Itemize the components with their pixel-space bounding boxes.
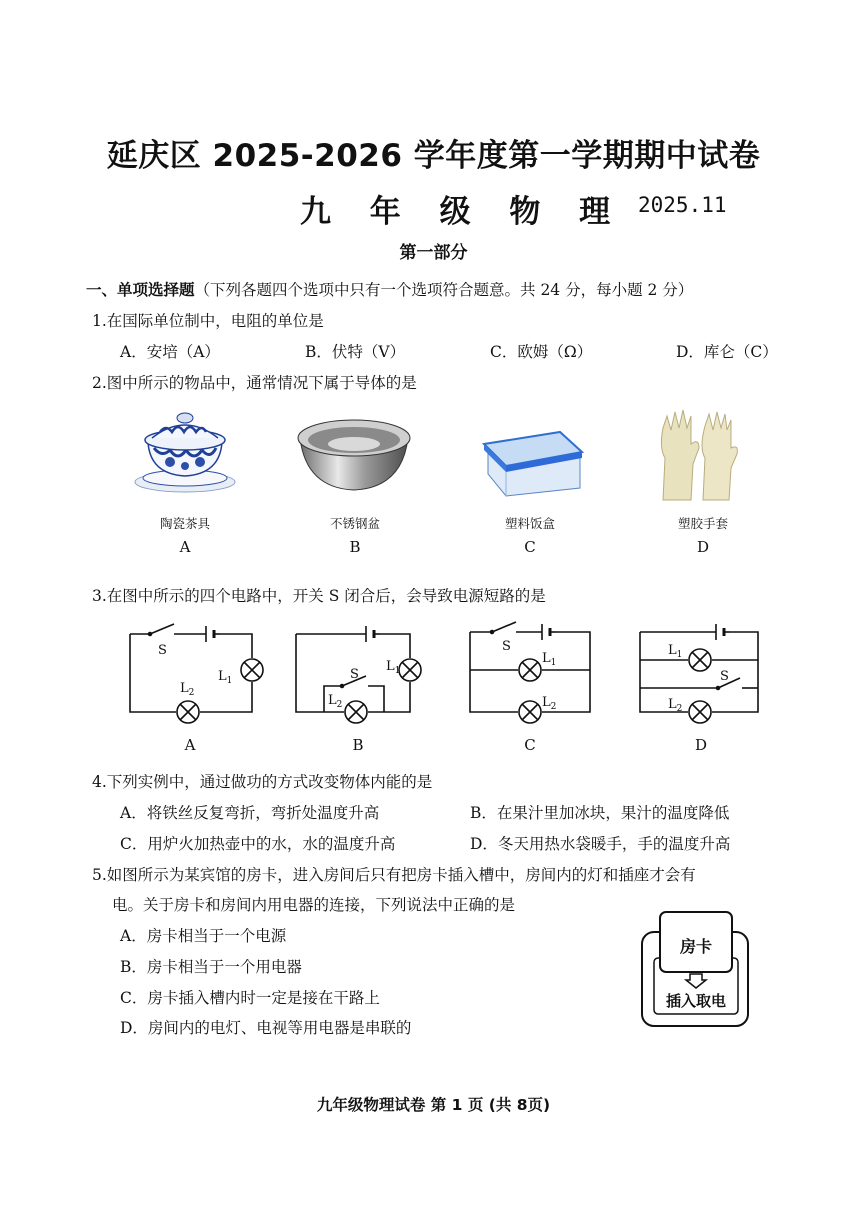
circuit-a-l2-subscript: 2 (188, 688, 195, 698)
circuit-c-l1-subscript: 1 (550, 658, 557, 668)
question-4-stem: 4.下列实例中，通过做功的方式改变物体内能的是 (92, 773, 433, 791)
question-3-stem: 3.在图中所示的四个电路中，开关 S 闭合后，会导致电源短路的是 (92, 587, 546, 605)
q4-option-c[interactable]: C．用炉火加热壶中的水，水的温度升高 (120, 835, 396, 853)
circuit-a-l2-label (180, 681, 194, 698)
q5-option-a[interactable]: A．房卡相当于一个电源 (120, 927, 287, 945)
q2-caption-d: 塑胶手套 (677, 516, 728, 531)
q2-letter-c[interactable]: C (524, 538, 536, 556)
rubber-gloves-image (655, 408, 745, 504)
circuit-c-l2-label (542, 695, 556, 712)
room-card-label: 房卡 (679, 937, 713, 956)
q1-option-a[interactable]: A．安培（A） (120, 343, 220, 361)
circuit-d-l1-letter: L (668, 643, 677, 658)
circuit-a-l2-letter: L (180, 681, 189, 696)
circuit-b-l1-subscript: 1 (394, 666, 401, 676)
circuit-c-diagram (462, 620, 612, 720)
circuit-b-diagram (288, 620, 438, 720)
circuit-a-l1-label (218, 669, 232, 686)
plastic-lunch-box-image (476, 418, 586, 498)
circuit-b-l2-label (328, 693, 342, 710)
section-heading (86, 278, 693, 300)
circuit-d-l1-subscript: 1 (676, 650, 683, 660)
q2-caption-a: 陶瓷茶具 (159, 516, 210, 531)
room-card-slot-illustration (640, 910, 752, 1028)
q2-letter-a[interactable]: A (179, 538, 191, 556)
q2-caption-b: 不锈钢盆 (329, 516, 380, 531)
q3-letter-c[interactable]: C (524, 736, 536, 754)
exam-title: 延庆区 2025-2026 学年度第一学期期中试卷 (106, 138, 761, 174)
q3-letter-a[interactable]: A (184, 736, 196, 754)
question-5-stem-line1: 5.如图所示为某宾馆的房卡，进入房间后只有把房卡插入槽中，房间内的灯和插座才会有 (92, 866, 696, 884)
circuit-d-l2-subscript: 2 (676, 704, 683, 714)
circuit-d-diagram (632, 620, 782, 720)
section-label: 一、单项选择题 (86, 281, 195, 299)
q5-option-c[interactable]: C．房卡插入槽内时一定是接在干路上 (120, 989, 380, 1007)
circuit-d-l1-label (668, 643, 682, 660)
q1-option-c[interactable]: C．欧姆（Ω） (490, 343, 593, 361)
circuit-b-l2-subscript: 2 (336, 700, 343, 710)
circuit-d-l2-label (668, 697, 682, 714)
porcelain-tea-set-image (130, 404, 240, 496)
q2-letter-d[interactable]: D (696, 538, 710, 556)
q4-option-d[interactable]: D．冬天用热水袋暖手，手的温度升高 (470, 835, 731, 853)
steel-basin-image (294, 416, 414, 494)
circuit-c-l1-letter: L (542, 651, 551, 666)
circuit-a-switch-label: S (158, 643, 167, 658)
circuit-c-l2-subscript: 2 (550, 702, 557, 712)
q1-option-d[interactable]: D．库仑（C） (676, 343, 778, 361)
question-1-stem: 1.在国际单位制中，电阻的单位是 (92, 312, 324, 330)
circuit-a-l1-subscript: 1 (226, 676, 233, 686)
circuit-c-switch-label: S (502, 639, 511, 654)
circuit-b-switch-label: S (350, 667, 359, 682)
section-instructions: （下列各题四个选项中只有一个选项符合题意。共 24 分，每小题 2 分） (194, 281, 694, 299)
slot-label: 插入取电 (665, 992, 727, 1010)
q5-option-d[interactable]: D．房间内的电灯、电视等用电器是串联的 (120, 1019, 412, 1037)
circuit-d-switch-label: S (720, 669, 729, 684)
q2-letter-b[interactable]: B (349, 538, 361, 556)
circuit-c-l2-letter: L (542, 695, 551, 710)
part-heading: 第一部分 (399, 243, 468, 263)
circuit-d-l2-letter: L (668, 697, 677, 712)
q2-caption-c: 塑料饭盒 (504, 516, 555, 531)
circuit-b-l2-letter: L (328, 693, 337, 708)
q3-letter-d[interactable]: D (694, 736, 708, 754)
circuit-a-diagram (120, 620, 270, 720)
circuit-b-l1-label (386, 659, 400, 676)
question-2-stem: 2.图中所示的物品中，通常情况下属于导体的是 (92, 374, 417, 392)
circuit-b-l1-letter: L (386, 659, 395, 674)
subject-title: 九 年 级 物 理 (300, 194, 625, 230)
question-5-stem-line2: 电。关于房卡和房间内用电器的连接，下列说法中正确的是 (112, 896, 516, 914)
circuit-c-l1-label (542, 651, 556, 668)
q4-option-a[interactable]: A．将铁丝反复弯折，弯折处温度升高 (120, 804, 380, 822)
page-footer: 九年级物理试卷 第 1 页 (共 8页) (316, 1096, 551, 1114)
q4-option-b[interactable]: B．在果汁里加冰块，果汁的温度降低 (470, 804, 730, 822)
circuit-a-l1-letter: L (218, 669, 227, 684)
exam-date: 2025.11 (638, 193, 727, 217)
q3-letter-b[interactable]: B (352, 736, 364, 754)
q5-option-b[interactable]: B．房卡相当于一个用电器 (120, 958, 302, 976)
q1-option-b[interactable]: B．伏特（V） (305, 343, 406, 361)
